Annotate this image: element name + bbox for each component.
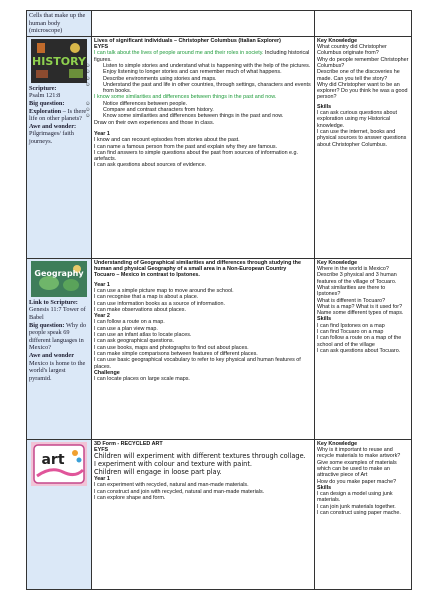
geography-side-cell (27, 258, 92, 439)
art-side-cell (27, 439, 92, 589)
key-knowledge-heading: Key Knowledge (317, 37, 358, 44)
big-question-label: Big question: (29, 99, 65, 107)
year1-line: I can experiment with recycled, natural and man-made materials. (94, 482, 249, 489)
history-content-cell (85, 36, 315, 258)
skills-line: I can follow a route on a map of the school and of the village (317, 335, 402, 348)
eyfs-statement: I experiment with colour and texture with paint. (94, 459, 253, 468)
table-row (27, 36, 412, 258)
year2-line: I can use an infant atlas to locate places. (94, 332, 192, 339)
key-knowledge-heading: Key Knowledge (317, 259, 358, 266)
eyfs-heading: EYFS (94, 44, 109, 51)
skills-heading: Skills (317, 484, 332, 491)
kk-line: Where in the world is Mexico? (317, 266, 389, 273)
bullet-item (85, 81, 312, 95)
year2-line: I can use books, maps and photographs to find out about places. (94, 344, 249, 351)
smiley-icon: ☺ (85, 100, 91, 107)
eyfs-statement: Children will experiment with different textures through collage. (94, 452, 306, 461)
skills-line: I can ask questions about Tocuaro. (317, 347, 401, 354)
smiley-icon: ☺ (85, 113, 91, 120)
awe-text: Mexico is home to the world's largest pyramid. (29, 359, 86, 382)
history-side-cell (27, 36, 92, 258)
year1-line: I can name a famous person from the past and explain why they are famous. (94, 143, 278, 150)
art-image-label: art (41, 451, 65, 468)
bullet-text: Know some similarities and differences between things in the past and now. (103, 113, 284, 120)
kk-line: How do you make paper mache? (317, 478, 397, 485)
eyfs-statement: Children will engage in loose part play. (94, 467, 222, 476)
art-image (31, 442, 87, 486)
year2-line: I can ask geographical questions. (94, 338, 175, 345)
awe-label: Awe and wonder (29, 351, 75, 359)
draw-line: Draw on their own experiences and those in class. (94, 119, 215, 126)
art-content-cell (92, 439, 315, 589)
kk-line: Describe 3 physical and 3 human features of the village of Tocuaro. (317, 272, 397, 285)
year1-line: I can find answers to simple questions about the past from sources of information e.g. artefacts. (94, 149, 299, 163)
year1-line: I can explore shape and form. (94, 495, 166, 502)
kk-line: Why do people remember Christopher Columbus? (317, 56, 409, 69)
awe-label: Awe and wonder: (29, 122, 77, 130)
geography-image-label: Geography (34, 268, 84, 278)
kk-line: Give some examples of materials which can be used to make an attractive piece of Art (317, 459, 397, 479)
bullet-text: Listen to simple stories and understand what is happening with the help of the pictures. (103, 62, 311, 69)
year1-line: I can construct and join with recycled, natural and man-made materials. (94, 488, 265, 495)
curriculum-page (26, 10, 409, 590)
row0-left-cell (27, 11, 92, 37)
kk-line: Describe one of the discoveries he made. Can you tell the story? (317, 69, 400, 82)
smiley-icon: ☺ (85, 62, 91, 69)
skills-line: I can construct using paper mache. (317, 510, 401, 517)
big-question-label: Big question: (29, 321, 65, 329)
skills-heading: Skills (317, 316, 332, 323)
smiley-icon: ☺ (85, 75, 91, 82)
kk-line: Why is it important to reuse and recycle materials to make artwork? (317, 447, 401, 460)
smiley-icon: ☺ (85, 81, 91, 88)
big-question-text: – Is there life on other planets? (29, 107, 87, 123)
art-title: 3D Form - RECYCLED ART (94, 440, 163, 447)
big-question-bold: Exploration (29, 107, 62, 115)
table-row (27, 258, 412, 439)
year2-line: I can follow a route on a map. (94, 319, 165, 326)
challenge-heading: Challenge (94, 369, 120, 376)
skills-line: I can find Tocuaro on a map (317, 329, 384, 336)
bullet-text: Describe environments using stories and maps. (103, 75, 217, 82)
history-knowledge-cell (315, 36, 412, 258)
skills-line: I can use the internet, books and physical sources to answer questions about Christopher Columbus. (317, 128, 407, 148)
bullet-text: Enjoy listening to longer stories and can remember much of what happens. (103, 69, 282, 76)
year1-line: I can use information books as a source of information. (94, 300, 225, 307)
green-objective-2: I know some similarities and differences between things in the past and now. (94, 94, 277, 101)
kk-line: What similarities are there to Ipstones? (317, 284, 386, 298)
key-knowledge-heading: Key Knowledge (317, 440, 358, 447)
geography-image (31, 261, 87, 297)
curriculum-table (26, 10, 412, 590)
bullet-item (85, 113, 312, 120)
year1-line: I can recognise that a map is about a place. (94, 294, 199, 301)
kk-line: What is a map? What is it used for? Name some different types of maps. (317, 303, 404, 317)
history-title: Lives of significant individuals – Christopher Columbus (Italian Explorer) (94, 37, 281, 44)
bullet-text: Understand the past and life in other countries, through settings, characters and events from books. (103, 81, 311, 95)
skills-heading: Skills (317, 103, 332, 110)
skills-line: I can join junk materials together. (317, 503, 396, 510)
bullet-text: Notice differences between people. (103, 100, 188, 107)
year2-line: I can make simple comparisons between features of different places. (94, 350, 258, 357)
table-row (27, 439, 412, 589)
year2-line: I can use a plan view map. (94, 325, 158, 332)
skills-line: I can find Ipstones on a map (317, 322, 385, 329)
year2-heading: Year 2 (94, 313, 110, 320)
scripture-text: Psalm 121:8 (29, 92, 61, 100)
smiley-icon: ☺ (85, 107, 91, 114)
skills-line: I can ask curious questions about exploration using my Historical knowledge. (317, 110, 398, 129)
geography-knowledge-cell (315, 258, 412, 439)
objective-1-rest: Including historical figures. (94, 50, 310, 63)
year2-line: I can use basic geographical vocabulary to refer to key physical and human features of places. (94, 357, 301, 370)
kk-line: Why did Christopher want to be an explorer? Do you think he was a good person? (317, 81, 408, 101)
big-question-text: Why do people speak 69 different languages in Mexico? (29, 321, 87, 352)
awe-text: Pilgrimages/ faith journeys. (29, 130, 74, 145)
year1-heading: Year 1 (94, 281, 110, 288)
history-image-label: HISTORY (32, 54, 86, 68)
row0-right-cell (315, 11, 412, 37)
row0-middle-cell (92, 11, 315, 37)
row0-left-text: Cells that make up the human body (microscope) (29, 12, 86, 35)
kk-line: What is different in Tocuaro? (317, 297, 386, 304)
year1-line: I can use a simple picture map to move around the school. (94, 287, 234, 294)
geography-content-cell (92, 258, 315, 439)
history-image (31, 39, 87, 83)
green-objective-1: I can talk about the lives of people around me and their roles in society. (94, 50, 264, 57)
year1-line: I can ask questions about sources of evidence. (94, 162, 207, 169)
table-row (27, 11, 412, 37)
kk-line: What country did Christopher Columbus originate from? (317, 44, 387, 57)
challenge-line: I can locate places on large scale maps. (94, 376, 190, 383)
eyfs-heading: EYFS (94, 447, 109, 454)
scripture-label: Link to Scripture: (29, 298, 78, 306)
year1-heading: Year 1 (94, 130, 110, 137)
geography-subtitle: Tocuaro – Mexico in contrast to Ipstones. (94, 272, 200, 279)
year1-line: I know and can recount episodes from stories about the past. (94, 137, 240, 144)
bullet-text: Compare and contrast characters from history. (103, 107, 214, 114)
scripture-text: Genesis 11:7 Tower of Babel (29, 306, 86, 321)
art-knowledge-cell (315, 439, 412, 589)
smiley-icon: ☺ (85, 69, 91, 76)
year1-heading: Year 1 (94, 476, 110, 483)
year1-line: I can make observations about places. (94, 306, 186, 313)
skills-line: I can design a model using junk materials. (317, 491, 393, 504)
geography-title: Understanding of Geographical similarities and differences through studying the human and physical Geography of a small area in a Non-European Country (94, 259, 301, 273)
scripture-label: Scripture: (29, 84, 57, 92)
